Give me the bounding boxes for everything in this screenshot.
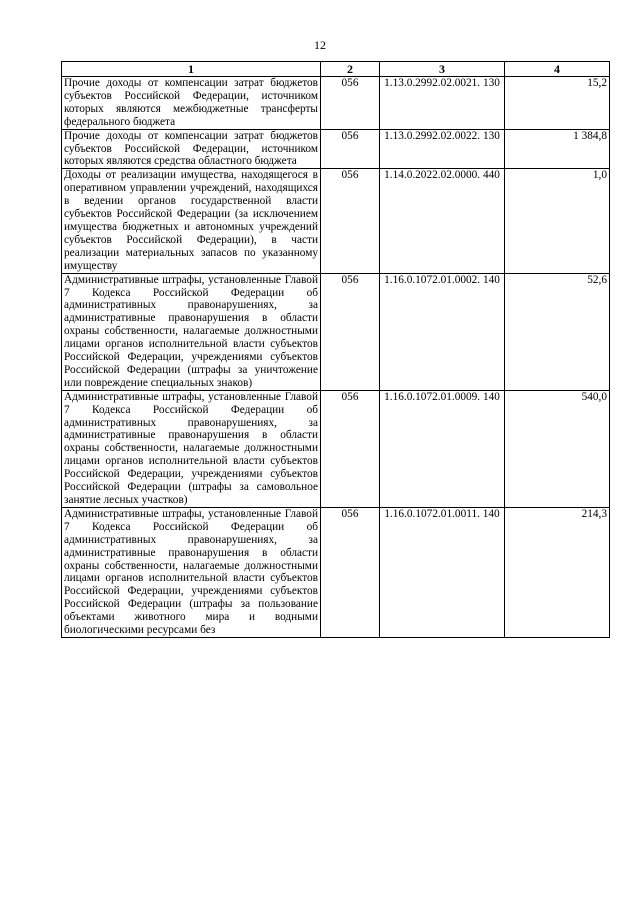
table-row: [62, 507, 610, 637]
row-classification-code: 1.16.0.1072.01.0009. 140: [380, 390, 505, 507]
row-classification-code: 1.13.0.2992.02.0021. 130: [380, 77, 505, 130]
table-header-row: [62, 62, 610, 77]
row-description: Административные штрафы, установленные Главой 7 Кодекса Российской Федерации об административных правонарушениях, за административные правонарушения в области охраны собственности, налагаемые должностными лицами органов исполнительной власти субъектов Российской Федерации, учреждениями субъектов Российской Федерации (штрафы за уничтожение или повреждение специальных знаков): [62, 273, 321, 390]
row-admin-code: 056: [321, 390, 380, 507]
row-description: Доходы от реализации имущества, находящегося в оперативном управлении учреждений, находящихся в ведении органов государственной власти субъектов Российской Федерации (за исключением имущества бюджетных и автономных учреждений субъектов Российской Федерации), в части реализации материальных запасов по указанному имуществу: [62, 169, 321, 273]
column-header-3: 3: [380, 62, 505, 77]
row-amount: 540,0: [505, 390, 610, 507]
row-amount: 1 384,8: [505, 129, 610, 169]
row-admin-code: 056: [321, 129, 380, 169]
table-row: [62, 273, 610, 390]
row-admin-code: 056: [321, 77, 380, 130]
row-description: Прочие доходы от компенсации затрат бюджетов субъектов Российской Федерации, источником которых являются средства областного бюджета: [62, 129, 321, 169]
row-classification-code: 1.14.0.2022.02.0000. 440: [380, 169, 505, 273]
row-amount: 52,6: [505, 273, 610, 390]
row-description: Прочие доходы от компенсации затрат бюджетов субъектов Российской Федерации, источником которых являются межбюджетные трансферты федерального бюджета: [62, 77, 321, 130]
row-amount: 214,3: [505, 507, 610, 637]
row-description: Административные штрафы, установленные Главой 7 Кодекса Российской Федерации об административных правонарушениях, за административные правонарушения в области охраны собственности, налагаемые должностными лицами органов исполнительной власти субъектов Российской Федерации, учреждениями субъектов Российской Федерации (штрафы за пользование объектами животного мира и водными биологическими ресурсами без: [62, 507, 321, 637]
row-amount: 1,0: [505, 169, 610, 273]
column-header-2: 2: [321, 62, 380, 77]
row-description: Административные штрафы, установленные Главой 7 Кодекса Российской Федерации об административных правонарушениях, за административные правонарушения в области охраны собственности, налагаемые должностными лицами органов исполнительной власти субъектов Российской Федерации, учреждениями субъектов Российской Федерации (штрафы за самовольное занятие лесных участков): [62, 390, 321, 507]
table-row: [62, 129, 610, 169]
row-admin-code: 056: [321, 169, 380, 273]
row-amount: 15,2: [505, 77, 610, 130]
row-classification-code: 1.16.0.1072.01.0011. 140: [380, 507, 505, 637]
table-row: [62, 77, 610, 130]
revenue-table: [61, 61, 610, 638]
row-admin-code: 056: [321, 273, 380, 390]
page-number: 12: [314, 38, 326, 52]
row-admin-code: 056: [321, 507, 380, 637]
row-classification-code: 1.13.0.2992.02.0022. 130: [380, 129, 505, 169]
table-row: [62, 390, 610, 507]
column-header-4: 4: [505, 62, 610, 77]
table-row: [62, 169, 610, 273]
column-header-1: 1: [62, 62, 321, 77]
row-classification-code: 1.16.0.1072.01.0002. 140: [380, 273, 505, 390]
